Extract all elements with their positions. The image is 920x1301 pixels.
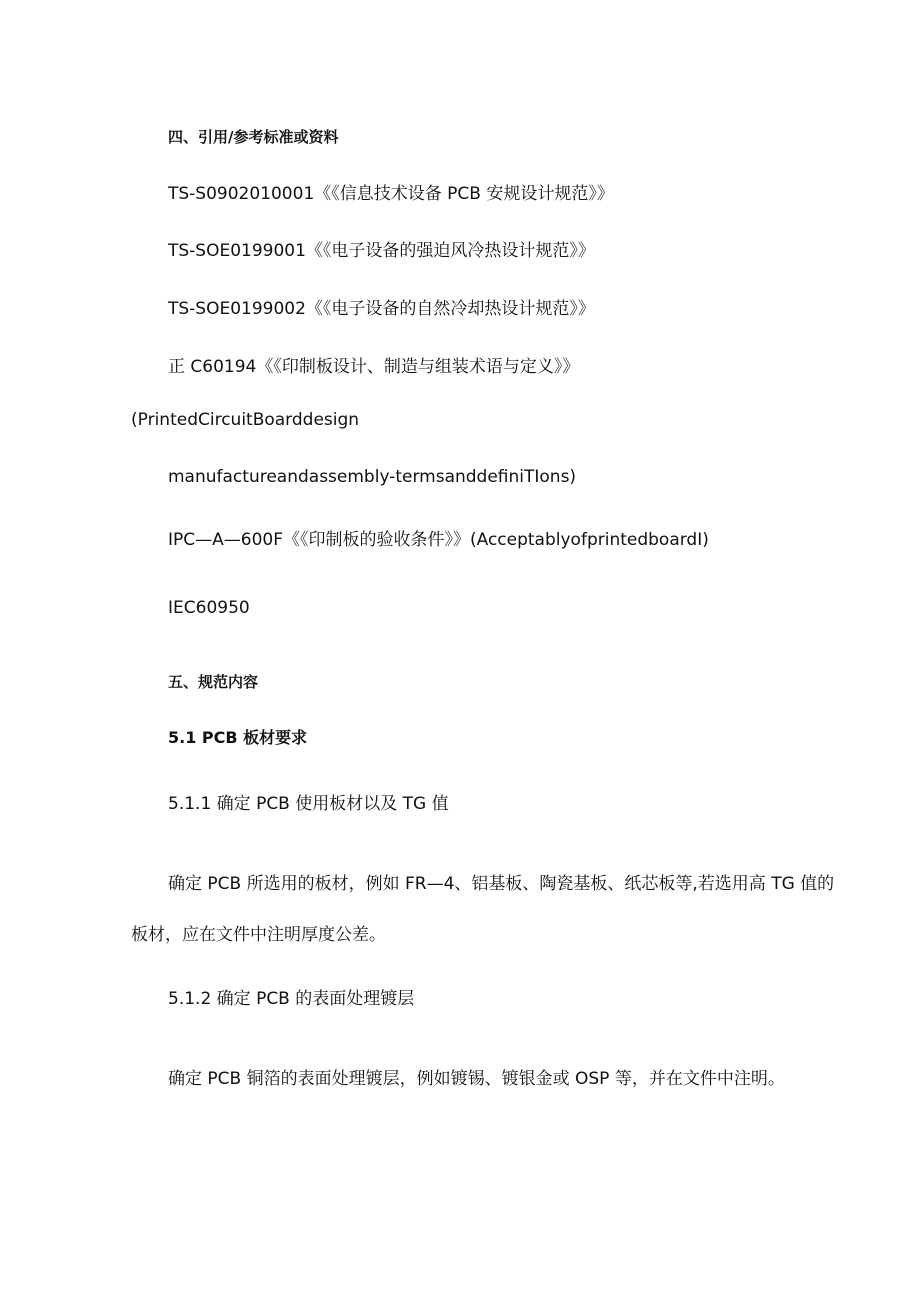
section-5-heading: 五、规范内容 xyxy=(168,673,259,691)
section-5-1-2-title: 5.1.2 确定 PCB 的表面处理镀层 xyxy=(168,989,415,1009)
reference-item-continuation: manufactureandassembly-termsanddefiniTIons) xyxy=(168,467,577,487)
reference-item: 正 C60194《《印制板设计、制造与组装术语与定义》》 xyxy=(168,357,580,377)
reference-item: IPC—A—600F《《印制板的验收条件》》(AcceptablyofprintedboardⅠ) xyxy=(168,530,709,550)
reference-item: TS-S0902010001《《信息技术设备 PCB 安规设计规范》》 xyxy=(168,184,614,204)
section-5-1-1-body: 确定 PCB 所选用的板材，例如 FR—4、铝基板、陶瓷基板、纸芯板等,若选用高 TG 值的 xyxy=(168,874,835,894)
section-5-1-1-title: 5.1.1 确定 PCB 使用板材以及 TG 值 xyxy=(168,794,449,814)
reference-item: IEC60950 xyxy=(168,598,250,618)
reference-item: TS-SOE0199002《《电子设备的自然冷却热设计规范》》 xyxy=(168,299,595,319)
reference-item-continuation: (PrintedCircuitBoarddesign xyxy=(131,410,360,430)
section-5-1-2-body: 确定 PCB 铜箔的表面处理镀层，例如镀锡、镀银金或 OSP 等，并在文件中注明。 xyxy=(168,1069,785,1089)
section-5-1-1-body: 板材，应在文件中注明厚度公差。 xyxy=(131,925,386,945)
section-5-1-heading: 5.1 PCB 板材要求 xyxy=(168,728,308,747)
section-4-heading: 四、引用/参考标准或资料 xyxy=(168,128,339,146)
reference-item: TS-SOE0199001《《电子设备的强迫风冷热设计规范》》 xyxy=(168,241,595,261)
